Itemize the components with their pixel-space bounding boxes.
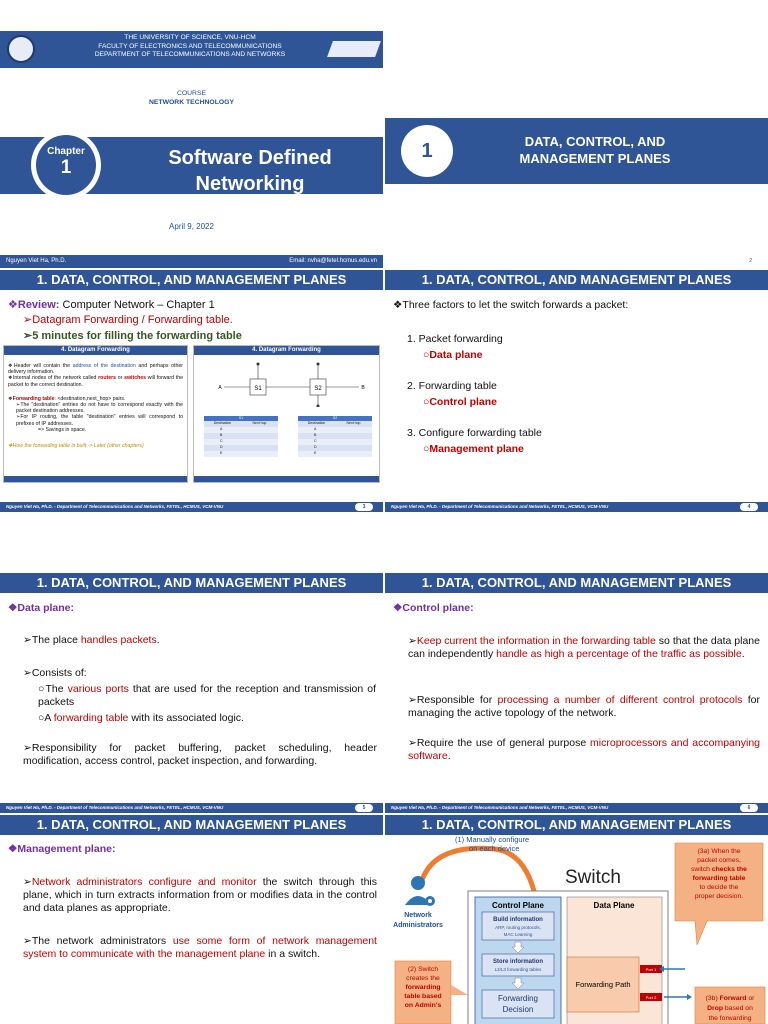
text: Require the use of general purpose (416, 737, 591, 749)
mini-text: The "destination" entries do not have to correspond exactly with the packet destination addresses. (16, 402, 183, 415)
text: so that the data plane can independently (408, 635, 760, 660)
text: that are used for the reception and transmission of packets (38, 683, 377, 708)
mini-body (4, 355, 187, 449)
text: based on (723, 1005, 753, 1012)
presentation-date: April 9, 2022 (169, 222, 214, 231)
callout-3a-6: to decide the (699, 884, 739, 891)
switch-architecture-diagram (385, 835, 768, 1024)
text: handles packets (80, 634, 157, 646)
switch-s1-label: S1 (254, 386, 262, 392)
review-label: Review: (17, 299, 60, 311)
chapter-label: Chapter (47, 146, 85, 157)
admin-label-1: Network (404, 912, 432, 919)
mini-table-row: B (298, 433, 372, 439)
mini-table-s2 (298, 416, 372, 457)
intro-line: ❖Three factors to let the switch forwards a packet: (393, 299, 629, 311)
text: checks the (711, 866, 747, 873)
mini-table-row: A (204, 427, 278, 433)
data-plane-bullet-1: ➢The place handles packets. (23, 634, 160, 646)
slide-footer (0, 502, 383, 512)
title-line-1: Software Defined (168, 147, 332, 169)
mini-text: address of the destination (72, 363, 136, 369)
text: microprocessors and accompanying software (408, 737, 761, 762)
mini-bullet-4: ➢The "destination" entries do not have to correspond exactly with the packet destination addresses. (16, 402, 183, 415)
callout-3a-5: forwarding table (692, 875, 746, 882)
store-info-label: Store information (492, 959, 544, 965)
factor-3-plane: ○Management plane (423, 443, 524, 455)
text: (3b) (705, 995, 720, 1002)
mini-text: will forward the packet to the correct destination. (8, 375, 183, 388)
text: Keep current the information in the forwarding table (416, 635, 656, 647)
mini-text: Forwarding table (12, 395, 55, 402)
mini-table-col: Next hop (346, 421, 361, 425)
callout-3a-7: proper decision. (694, 893, 744, 900)
footer-text: Nguyen Viet Ha, Ph.D. - Department of Telecommunications and Networks, FETEL, HCMUS, VCM-VNU (391, 504, 609, 509)
text: Responsible for (416, 694, 498, 706)
slide-header: 1. DATA, CONTROL, AND MANAGEMENT PLANES (385, 270, 768, 290)
slide-footer (385, 803, 768, 813)
factor-2: 2. Forwarding table (407, 380, 497, 392)
chapter-badge (36, 135, 96, 195)
mini-table-row: C (204, 439, 278, 445)
control-plane-heading-text: Control plane: (402, 602, 474, 614)
mini-table-title: S1 (204, 416, 278, 421)
management-plane-heading: ❖Management plane: (8, 843, 116, 855)
mini-bullet-3: ❖Forwarding table: <destination,next_hop> pairs. (8, 395, 126, 402)
slide-control-plane (385, 573, 768, 813)
footer-text: Nguyen Viet Ha, Ph.D. - Department of Telecommunications and Networks, FETEL, HCMUS, VCM-VNU (6, 805, 224, 810)
callout-3a-2: packet comes, (697, 857, 741, 864)
mini-table-row: C (298, 439, 372, 445)
mini-table-row: A (298, 427, 372, 433)
text: handle as high a percentage of the traffic as possible (496, 648, 742, 660)
callout-3b-2 (707, 1005, 753, 1012)
mini-text: For IP routing, the table "destination" entries will correspond to prefixes of IP addresses. (16, 414, 183, 427)
text: . (741, 648, 745, 660)
store-info-sub: L2/L3 forwarding tables (494, 967, 542, 972)
data-plane-sub-1: ○The various ports that are used for the reception and transmission of packets (38, 683, 377, 708)
page-number: 2 (749, 258, 752, 264)
control-plane-label: Control Plane (491, 901, 545, 910)
text: The network administrators (31, 935, 173, 947)
text: A (44, 712, 54, 724)
management-plane-heading-text: Management plane: (17, 843, 116, 855)
forwarding-decision-1: Forwarding (497, 994, 539, 1003)
mini-footer (194, 476, 379, 482)
management-plane-bullet-2: ➢The network administrators use some form of network management system to communicate with the management plane in a switch. (23, 935, 377, 960)
mini-text: and perhaps other delivery information. (8, 363, 183, 376)
mini-bullet-6: => Savings in space. (38, 426, 87, 433)
switch-title: Switch (565, 867, 621, 888)
slide-header: 1. DATA, CONTROL, AND MANAGEMENT PLANES (0, 815, 383, 835)
factor-2-plane: ○Control plane (423, 396, 498, 408)
review-bullet-1: ➢Datagram Forwarding / Forwarding table. (23, 314, 233, 326)
callout-2-5: on Admin's (404, 1002, 442, 1009)
text: The (45, 683, 68, 695)
mini-table-row: D (298, 445, 372, 451)
mini-table-row: E (298, 451, 372, 457)
slide-management-plane (0, 815, 383, 1024)
slide-section (385, 31, 768, 268)
data-plane-heading-text: Data plane: (17, 602, 75, 614)
callout-2-4: table based (404, 993, 442, 1000)
slide-footer (0, 803, 383, 813)
mini-bullet-5: ➢For IP routing, the table "destination" entries will correspond to prefixes of IP addresses. (16, 414, 183, 427)
build-info-sub-1: ARP, routing protocols, (495, 925, 541, 930)
mini-table-header (298, 421, 372, 427)
text: switch (691, 866, 712, 873)
text: forwarding table (53, 712, 129, 724)
callout-3b-1 (706, 995, 755, 1002)
factor-1-plane: ○Data plane (423, 349, 483, 361)
university-name: THE UNIVERSITY OF SCIENCE, VNU-HCM (124, 34, 256, 41)
mini-table-row: E (204, 451, 278, 457)
text: Forward (719, 995, 747, 1002)
slide-switch-diagram (385, 815, 768, 1024)
author-email: Email: nvha@fetel.hcmus.edu.vn (289, 258, 377, 264)
review-bullet-1-text: Datagram Forwarding / Forwarding table. (32, 314, 233, 326)
text: or (746, 995, 755, 1002)
chapter-number: 1 (60, 157, 72, 178)
section-number: 1 (421, 140, 433, 162)
control-plane-heading: ❖Control plane: (393, 602, 474, 614)
text: Consists of: (31, 667, 87, 679)
data-plane-label: Data Plane (593, 901, 635, 910)
mini-slide-left (3, 345, 188, 483)
review-text: Computer Network – Chapter 1 (59, 299, 215, 311)
text: the switch through this plane, which in turn extracts information from or modifies data in the control and data planes as appropriate. (23, 876, 378, 914)
factor-3-plane-text: Management plane (429, 443, 524, 455)
course-block (0, 89, 383, 107)
mini-table-col: Next hop (252, 421, 267, 425)
text: in a switch. (265, 948, 321, 960)
mini-table-s1 (204, 416, 278, 457)
section-title (475, 133, 715, 167)
callout-2-1: (2) Switch (407, 966, 439, 973)
data-plane-bullet-3: ➢Responsibility for packet buffering, packet scheduling, header modification, access control, packet inspection, and forwarding. (23, 742, 377, 767)
author-name: Nguyen Viet Ha, Ph.D. (6, 258, 67, 264)
slide-footer (385, 502, 768, 512)
text: Network administrators configure and monitor (31, 876, 257, 888)
callout-2-3: forwarding (405, 984, 441, 991)
factor-1: 1. Packet forwarding (407, 333, 503, 345)
page-number: 3 (355, 503, 373, 511)
institution-text (40, 34, 340, 60)
presentation-title (120, 145, 380, 197)
mini-text: Header will contain the (13, 363, 73, 369)
node-b-label: B (361, 385, 365, 391)
faculty-name: FACULTY OF ELECTRONICS AND TELECOMMUNICATIONS (98, 42, 282, 50)
page-number: 4 (740, 503, 758, 511)
build-info-sub-2: MAC Learning (503, 932, 533, 937)
university-logo (7, 35, 35, 63)
slide-data-plane (0, 573, 383, 813)
intro-text: Three factors to let the switch forwards a packet: (402, 299, 629, 311)
page-number: 6 (740, 804, 758, 812)
control-plane-bullet-3: ➢Require the use of general purpose microprocessors and accompanying software. (408, 737, 761, 762)
factor-1-plane-text: Data plane (429, 349, 483, 361)
management-plane-bullet-1: ➢Network administrators configure and monitor the switch through this plane, which in turn extracts information from or modifies data in the control and data planes as appropriate. (23, 876, 378, 914)
course-name: NETWORK TECHNOLOGY (149, 99, 234, 106)
text: for managing the active topology of the network. (408, 694, 760, 719)
mini-table-header (204, 421, 278, 427)
factor-2-plane-text: Control plane (429, 396, 498, 408)
mini-table-col: Destination (307, 421, 326, 425)
footer-text: Nguyen Viet Ha, Ph.D. - Department of Telecommunications and Networks, FETEL, HCMUS, VCM-VNU (6, 504, 224, 509)
mini-slide-right (193, 345, 380, 483)
slide-header: 1. DATA, CONTROL, AND MANAGEMENT PLANES (385, 815, 768, 835)
review-bullet-2-text: 5 minutes for filling the forwarding table (32, 330, 242, 342)
text: . (156, 634, 160, 646)
mini-header: 4. Datagram Forwarding (194, 346, 379, 355)
mini-network-diagram (194, 357, 381, 407)
factor-3: 3. Configure forwarding table (407, 427, 542, 439)
mini-bullet-1: ❖Header will contain the address of the destination and perhaps other delivery information. (8, 363, 183, 376)
mini-text: switches (124, 375, 147, 382)
callout-3a-1: (3a) When the (697, 848, 741, 855)
forwarding-path-label: Forwarding Path (575, 980, 631, 989)
switch-s2-label: S2 (314, 386, 322, 392)
manual-config-caption-2: on each device (469, 844, 520, 853)
section-title-line-1: DATA, CONTROL, AND (524, 134, 666, 149)
mini-text: routers (98, 375, 117, 382)
mini-text: How the forwarding table is built -> Later (other chapters) (12, 443, 144, 450)
control-plane-bullet-2: ➢Responsible for processing a number of different control protocols for managing the active topology of the network. (408, 694, 760, 719)
course-label: COURSE (176, 90, 207, 97)
slide-header: 1. DATA, CONTROL, AND MANAGEMENT PLANES (0, 270, 383, 290)
port-2-label: Port 2 (645, 995, 657, 1000)
control-plane-bullet-1: ➢Keep current the information in the forwarding table so that the data plane can independently handle as high a percentage of the traffic as possible. (408, 635, 760, 660)
callout-2-2: creates the (406, 975, 440, 982)
mini-text: Internal nodes of the network called (12, 375, 99, 382)
mini-table-row: B (204, 433, 278, 439)
footer-text: Nguyen Viet Ha, Ph.D. - Department of Telecommunications and Networks, FETEL, HCMUS, VCM-VNU (391, 805, 609, 810)
mini-bullet-7: ❖How the forwarding table is built -> Later (other chapters) (8, 443, 144, 450)
admin-gear-icon (405, 876, 435, 906)
title-line-2: Networking (195, 173, 305, 195)
text: Responsibility for packet buffering, packet scheduling, header modification, access control, packet inspection, and forwarding. (23, 742, 377, 767)
text: Drop (707, 1005, 723, 1012)
slide-header: 1. DATA, CONTROL, AND MANAGEMENT PLANES (0, 573, 383, 593)
mini-table-col: Destination (213, 421, 232, 425)
mini-table-row: D (204, 445, 278, 451)
mini-bullet-2: ❖Internal nodes of the network called routers or switches will forward the packet to the correct destination. (8, 375, 183, 388)
data-plane-heading: ❖Data plane: (8, 602, 75, 614)
text: processing a number of different control protocols (497, 694, 743, 706)
mini-text: or (116, 375, 125, 382)
department-name: DEPARTMENT OF TELECOMMUNICATIONS AND NETWORKS (94, 51, 286, 58)
manual-config-caption: (1) Manually configure (455, 835, 530, 844)
data-plane-sub-2: ○A forwarding table with its associated logic. (38, 712, 244, 724)
admin-label-2: Administrators (393, 922, 443, 929)
callout-3a-3 (691, 866, 747, 873)
slide-title (0, 31, 383, 268)
text: various ports (67, 683, 129, 695)
text: use some form of network management system to communicate with the management plane (23, 935, 377, 960)
author-bar (0, 255, 383, 268)
node-a-label: A (218, 385, 222, 391)
mini-footer (4, 476, 187, 482)
text: . (447, 750, 451, 762)
mini-table-title: S2 (298, 416, 372, 421)
review-line: ❖Review: Computer Network – Chapter 1 (8, 299, 215, 311)
slide-review (0, 270, 383, 512)
build-info-label: Build information (493, 917, 543, 923)
review-bullet-2: ➢5 minutes for filling the forwarding table (23, 330, 242, 342)
callout-3b-3: the forwarding (708, 1015, 752, 1022)
page-number: 5 (355, 804, 373, 812)
section-number-badge (401, 125, 453, 177)
slide-header: 1. DATA, CONTROL, AND MANAGEMENT PLANES (385, 573, 768, 593)
forwarding-decision-2: Decision (502, 1005, 534, 1014)
text: The place (31, 634, 81, 646)
port-1-label: Port 1 (645, 967, 657, 972)
mini-header: 4. Datagram Forwarding (4, 346, 187, 355)
text: with its associated logic. (128, 712, 244, 724)
data-plane-bullet-2: ➢Consists of: (23, 667, 87, 679)
section-title-line-2: MANAGEMENT PLANES (519, 151, 671, 166)
slide-three-factors (385, 270, 768, 512)
mini-text: : <destination,next_hop> pairs. (54, 395, 126, 402)
